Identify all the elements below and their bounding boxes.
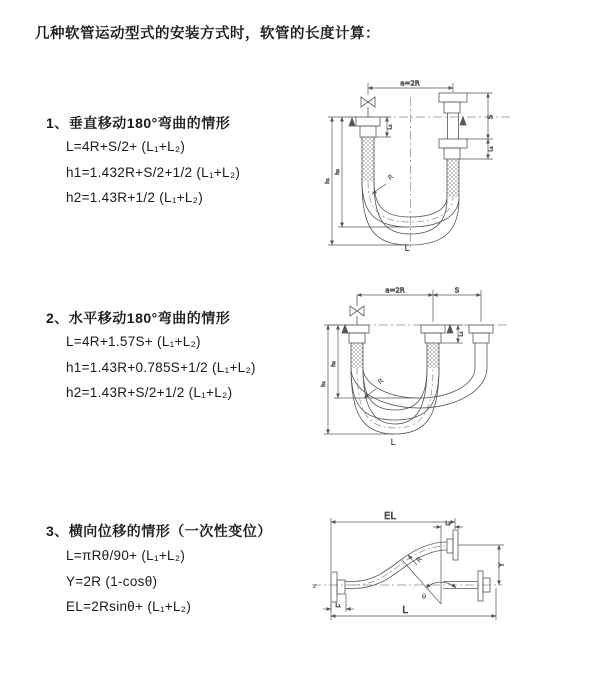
left-flange-fitting: [356, 117, 380, 137]
dim-stroke-S: [467, 93, 495, 139]
section-3-formula-Y: Y=2R (1-cosθ): [66, 574, 158, 589]
section-2-formula-h2: h2=1.43R+S/2+1/2 (L₁+L₂): [66, 385, 233, 400]
dim-fitting-L2: [460, 139, 495, 159]
hose-u-loops: [351, 368, 487, 434]
svg-text:L₂: L₂: [445, 521, 451, 527]
page-title: 几种软管运动型式的安装方式时，软管的长度计算：: [35, 26, 380, 42]
dim-EL: [331, 511, 455, 571]
section-2-formula-h1: h1=1.43R+0.785S+1/2 (L₁+L₂): [66, 360, 256, 375]
s-curve-hose: [353, 542, 447, 589]
svg-text:L₁: L₁: [387, 124, 394, 130]
right-flange-fittings: [439, 93, 467, 159]
left-flange-fitting: [345, 325, 369, 343]
svg-text:a=2R: a=2R: [385, 286, 405, 295]
svg-text:R: R: [386, 172, 396, 183]
length-label: L: [390, 438, 396, 448]
dim-fitting-L1: [323, 594, 354, 612]
section-1-formula-h2: h2=1.43R+1/2 (L₁+L₂): [66, 190, 204, 205]
up-arrow-icon: [349, 118, 355, 126]
valve-icon: [350, 295, 364, 325]
svg-text:S: S: [486, 114, 495, 120]
section-2-formula-L: L=4R+1.57S+ (L₁+L₂): [66, 334, 201, 349]
left-braided-hose: [362, 137, 374, 181]
up-arrow-icon: [460, 117, 466, 125]
dim-length-L: [331, 588, 496, 620]
svg-text:L₁: L₁: [335, 603, 341, 609]
middle-braided-hose: [427, 343, 439, 368]
section-1-formula-h1: h1=1.432R+S/2+1/2 (L₁+L₂): [66, 165, 241, 180]
diagram-vertical-180-bend: [312, 77, 537, 255]
right-flange-fitting: [443, 571, 490, 601]
svg-text:L₂: L₂: [488, 146, 495, 152]
right-plain-hose: [475, 343, 487, 368]
diagram-lateral-displacement: [300, 508, 595, 646]
dim-height-h2: [324, 325, 418, 398]
dim-width-a2r: [357, 287, 481, 323]
svg-text:h₁: h₁: [325, 178, 331, 184]
svg-text:S: S: [454, 286, 460, 295]
middle-flange-fitting: [421, 325, 445, 343]
right-flange-fitting: [469, 325, 493, 343]
svg-text:θ: θ: [421, 593, 427, 601]
angle-theta-callout: [402, 525, 456, 604]
section-2-heading: 2、水平移动180°弯曲的情形: [46, 310, 231, 326]
up-arrow-icon: [447, 325, 453, 333]
svg-text:R: R: [414, 555, 425, 565]
section-3-formula-L: L=πRθ/90+ (L₁+L₂): [66, 548, 186, 563]
valve-icon: [361, 97, 375, 117]
svg-text:h₂: h₂: [335, 169, 341, 175]
centerline-mark: z: [313, 583, 317, 590]
section-3-formula-EL: EL=2Rsinθ+ (L₁+L₂): [66, 599, 192, 614]
dim-fitting-L1: [376, 117, 394, 137]
section-1-heading: 1、垂直移动180°弯曲的情形: [46, 115, 231, 131]
dim-fitting-L1: [441, 325, 465, 343]
left-braided-hose: [351, 343, 363, 368]
section-3-heading: 3、横向位移的情形（一次性变位）: [46, 523, 272, 539]
svg-text:h₁: h₁: [321, 381, 327, 387]
right-braided-hose: [447, 159, 459, 197]
svg-text:EL: EL: [384, 511, 396, 522]
svg-text:R: R: [376, 376, 386, 387]
svg-text:h₂: h₂: [331, 361, 337, 367]
dim-offset-Y: [458, 545, 506, 585]
upper-flange-fitting: [447, 530, 458, 560]
svg-text:a=2R: a=2R: [400, 79, 420, 88]
left-flange-fitting: [331, 572, 353, 602]
length-label: L: [404, 244, 410, 254]
section-1-formula-L: L=4R+S/2+ (L₁+L₂): [66, 139, 186, 154]
svg-text:L: L: [402, 605, 408, 616]
svg-text:Y: Y: [497, 562, 506, 568]
svg-text:L₁: L₁: [458, 331, 465, 337]
radius-callout: [372, 173, 395, 194]
diagram-horizontal-180-bend: [310, 284, 550, 452]
